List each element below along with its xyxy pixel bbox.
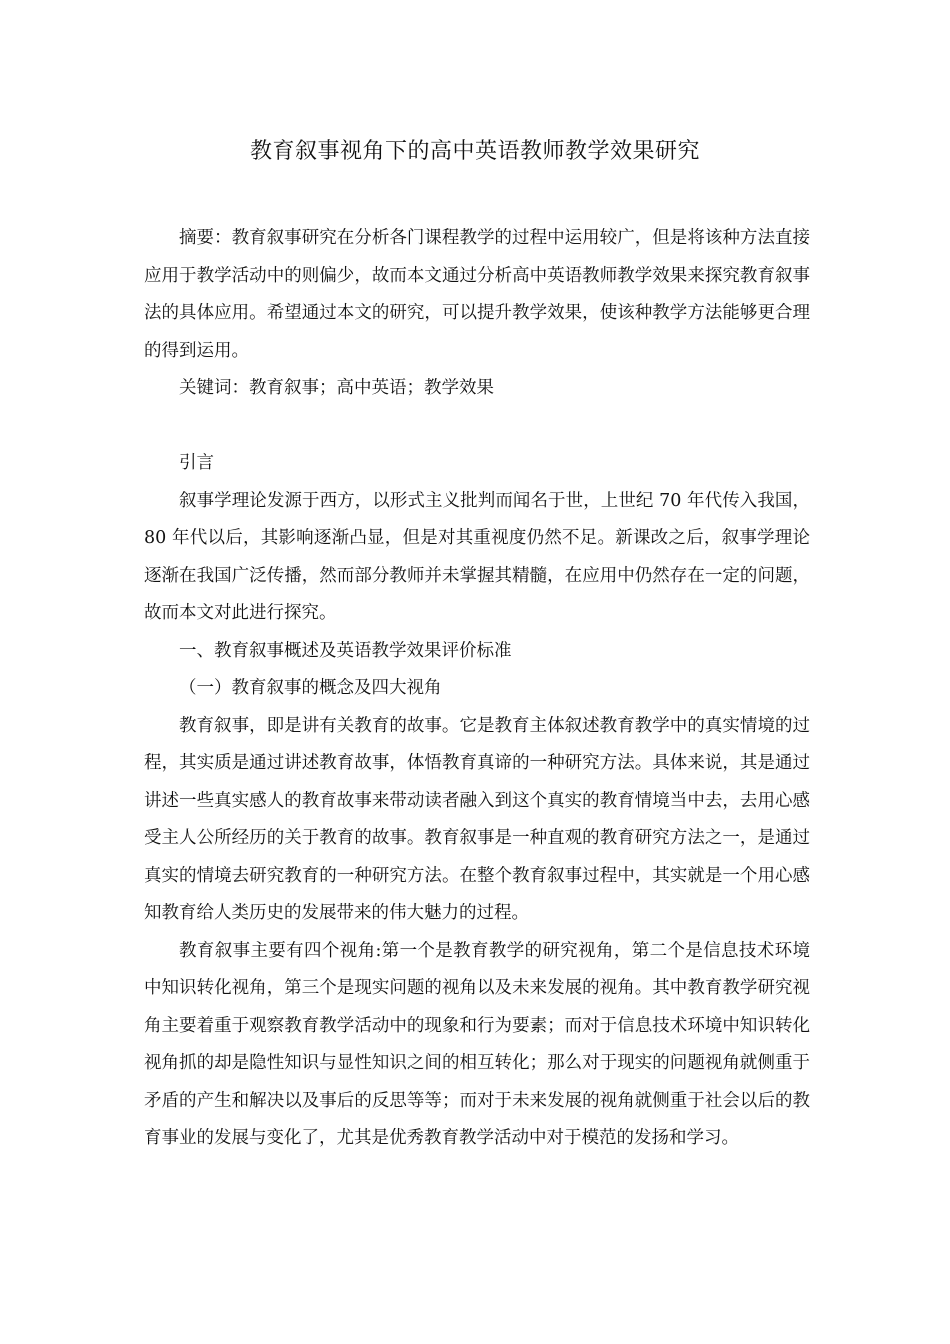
paragraph-gap [144,408,810,446]
document-body [144,220,810,1158]
page-title: 教育叙事视角下的高中英语教师教学效果研究 [249,139,700,164]
body-paragraph-1: 教育叙事，即是讲有关教育的故事。它是教育主体叙述教育教学中的真实情境的过程，其实质是通过讲述教育故事，体悟教育真谛的一种研究方法。具体来说，其是通过讲述一些真实感人的教育故事来带动读者融入到这个真实的教育情境当中去，去用心感受主人公所经历的关于教育的故事。教育叙事是一种直观的教育研究方法之一，是通过真实的情境去研究教育的一种研究方法。在整个教育叙事过程中，其实就是一个用心感知教育给人类历史的发展带来的伟大魅力的过程。 [144,715,810,923]
intro-heading: 引言 [179,453,214,473]
keywords-line: 关键词：教育叙事；高中英语；教学效果 [179,378,494,398]
subsection-heading: （一）教育叙事的概念及四大视角 [179,678,442,698]
section-heading: 一、教育叙事概述及英语教学效果评价标准 [179,640,512,661]
abstract-paragraph: 摘要：教育叙事研究在分析各门课程教学的过程中运用较广，但是将该种方法直接应用于教学活动中的则偏少，故而本文通过分析高中英语教师教学效果来探究教育叙事法的具体应用。希望通过本文的研究，可以提升教学效果，使该种教学方法能够更合理的得到运用。 [144,228,810,361]
body-paragraph-2: 教育叙事主要有四个视角:第一个是教育教学的研究视角，第二个是信息技术环境中知识转化视角，第三个是现实问题的视角以及未来发展的视角。其中教育教学研究视角主要着重于观察教育教学活动中的现象和行为要素；而对于信息技术环境中知识转化视角抓的却是隐性知识与显性知识之间的相互转化；那么对于现实的问题视角就侧重于矛盾的产生和解决以及事后的反思等等；而对于未来发展的视角就侧重于社会以后的教育事业的发展与变化了，尤其是优秀教育教学活动中对于模范的发扬和学习。 [144,940,810,1148]
intro-paragraph: 叙事学理论发源于西方，以形式主义批判而闻名于世，上世纪 70 年代传入我国，80 年代以后，其影响逐渐凸显，但是对其重视度仍然不足。新课改之后，叙事学理论逐渐在我国广泛传播，然而部分教师并未掌握其精髓，在应用中仍然存在一定的问题，故而本文对此进行探究。 [144,490,810,623]
